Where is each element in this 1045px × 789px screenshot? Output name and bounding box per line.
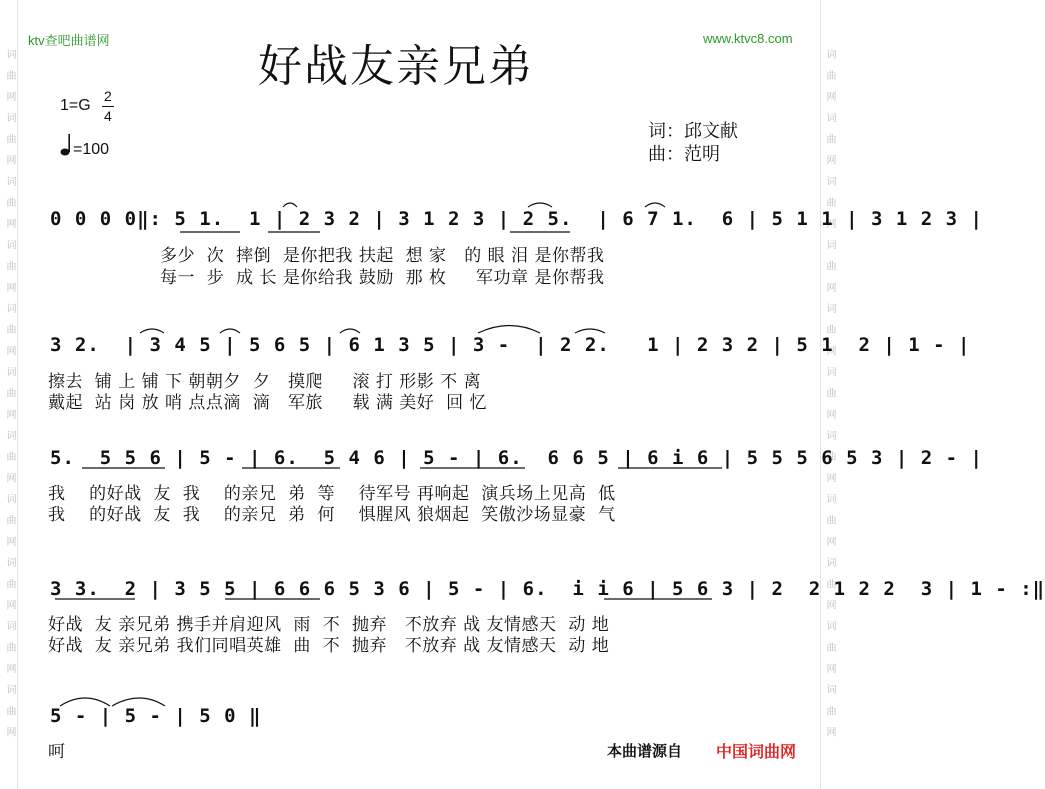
slur [220,329,240,333]
lyrics-line-2b: 戴起 站 岗 放 哨 点点滴 滴 军旅 载 满 美好 回 忆 [48,393,487,413]
slur [283,203,297,207]
time-signature-bottom: 4 [104,108,112,124]
slur [60,698,110,706]
side-watermark-right: 词 曲 网 词 曲 网 词 曲 网 词 曲 网 词 曲 网 词 曲 网 词 曲 网 词 曲 网 词 曲 网 词 曲 网 词 曲 网 [820,0,837,789]
slur [112,698,165,706]
lyrics-line-3b: 我 的好战 友 我 的亲兄 弟 何 惧腥风 狼烟起 笑傲沙场显豪 气 [48,505,616,525]
watermark-top-left: ktv查吧曲谱网 [28,33,110,48]
side-watermark-left: 词 曲 网 词 曲 网 词 曲 网 词 曲 网 词 曲 网 词 曲 网 词 曲 网 词 曲 网 词 曲 网 词 曲 网 词 曲 网 [1,0,18,789]
lyrics-line-2a: 擦去 铺 上 铺 下 朝朝夕 夕 摸爬 滚 打 形影 不 离 [48,372,482,392]
notation-line-4: 3 3. 2 | 3 5 5 | 6 6 6 5 3 6 | 5 - | 6. i i 6 | 5 6 3 | 2 2 1 2 2 3 | 1 - :‖ [50,578,1045,600]
slur [340,329,360,333]
slur [140,329,164,333]
source-label: 本曲谱源自 [607,742,683,760]
lyrics-line-5a: 呵 [48,742,66,762]
notation-line-3: 5. 5 5 6 | 5 - | 6. 5 4 6 | 5 - | 6. 6 6 5 | 6 i 6 | 5 5 5 6 5 3 | 2 - | [50,447,983,469]
composer: 曲：范明 [648,144,720,165]
slur [528,203,552,207]
notation-line-5: 5 - | 5 - | 5 0 ‖ [50,705,262,727]
tempo-value: =100 [73,141,110,158]
lyrics-line-4a: 好战 友 亲兄弟 携手并肩迎风 雨 不 抛弃 不放弃 战 友情感天 动 地 [48,615,610,635]
notation-line-1: 0 0 0 0‖: 5 1. 1 | 2 3 2 | 3 1 2 3 | 2 5. | 6 7 1. 6 | 5 1 1 | 3 1 2 3 | [50,208,983,230]
lyrics-line-1b: 每一 步 成 长 是你给我 鼓励 那 枚 军功章 是你帮我 [160,268,605,288]
lyrics-line-4b: 好战 友 亲兄弟 我们同唱英雄 曲 不 抛弃 不放弃 战 友情感天 动 地 [48,636,610,656]
slur [478,326,540,334]
lyrics-line-1a: 多少 次 摔倒 是你把我 扶起 想 家 的 眼 泪 是你帮我 [160,246,605,266]
song-title: 好战友亲兄弟 [258,41,534,92]
slur [575,329,605,333]
site-brand: 中国词曲网 [716,742,797,761]
watermark-top-right: www.ktvc8.com [703,31,793,46]
time-signature-top: 2 [104,88,112,104]
slur [645,203,665,207]
lyricist: 词：邱文献 [648,121,738,142]
lyrics-line-3a: 我 的好战 友 我 的亲兄 弟 等 待军号 再响起 演兵场上见高 低 [48,484,616,504]
key-signature: 1=G [60,97,91,114]
notation-line-2: 3 2. | 3 4 5 | 5 6 5 | 6 1 3 5 | 3 - | 2 2. 1 | 2 3 2 | 5 1 2 | 1 - | [50,334,971,356]
